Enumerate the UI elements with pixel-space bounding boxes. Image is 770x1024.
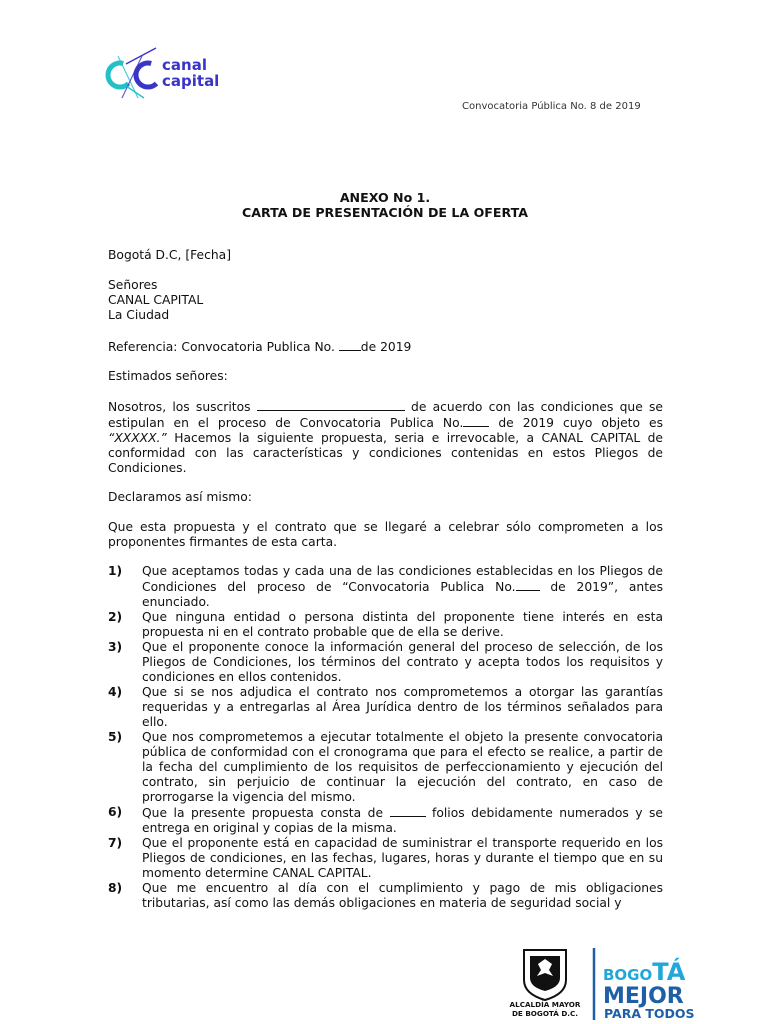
list-item: 1) Que aceptamos todas y cada una de las condiciones establecidas en los Pliegos de Condiciones del proceso de “Convocatoria Publica No. de 2019”, antes enunciado. xyxy=(108,564,664,609)
logo-wordmark xyxy=(162,57,219,89)
mejor-text: MEJOR xyxy=(603,984,684,1009)
conditions-list xyxy=(108,564,663,911)
intro-paragraph: Nosotros, los suscritos de acuerdo con las condiciones que se estipulan en el proceso de Convocatoria Publica No. de 2019 cuyo objeto es “XXXXX.” Hacemos la siguiente propuesta, seria e irrevocable, a CANAL CAPITAL de conformidad con las características y condiciones contenidas en estos Pliegos de Condiciones. xyxy=(108,400,663,475)
blank-field[interactable] xyxy=(516,579,540,591)
title-line-2: CARTA DE PRESENTACIÓN DE LA OFERTA xyxy=(242,205,528,220)
recipient-line: Señores xyxy=(108,278,158,292)
recipient-line: La Ciudad xyxy=(108,308,170,322)
title-line-1: ANEXO No 1. xyxy=(339,190,431,205)
logo-line-2: capital xyxy=(162,72,220,90)
list-item: 8) Que me encuentro al día con el cumplimiento y pago de mis obligaciones tributarias, así como las demás obligaciones en materia de seguridad social y xyxy=(108,881,663,910)
greeting: Estimados señores: xyxy=(108,369,228,383)
list-item: 6) Que la presente propuesta consta de folios debidamente numerados y se entrega en original y copias de la misma. xyxy=(108,805,663,835)
list-item: 3) Que el proponente conoce la información general del proceso de selección, de los Pliegos de Condiciones, los términos del contrato y acepta todos los requisitos y condiciones en ellos contenidos. xyxy=(108,640,663,684)
blank-field[interactable] xyxy=(339,339,361,351)
blank-field[interactable] xyxy=(463,415,489,427)
list-item: 2) Que ninguna entidad o persona distinta del proponente tiene interés en esta propuesta ni en el contrato probable que de ella se derive. xyxy=(108,610,663,639)
para-todos-text: PARA TODOS xyxy=(604,1006,695,1021)
bogota-wordmark: BOGOTÁ xyxy=(603,958,686,986)
recipient-block xyxy=(108,278,663,323)
list-item: 7) Que el proponente está en capacidad de suministrar el transporte requerido en los Pliegos de condiciones, en las fechas, lugares, horas y durante el tiempo que en su momento determine CANAL CAPITAL. xyxy=(108,836,663,880)
list-item: 4) Que si se nos adjudica el contrato nos comprometemos a otorgar las garantías requeridas y a entregarlas al Área Jurídica dentro de los términos señalados para ello. xyxy=(108,685,663,729)
alcaldia-line-1: ALCALDÍA MAYOR xyxy=(509,1000,581,1009)
compromiso-paragraph: Que esta propuesta y el contrato que se llegaré a celebrar sólo comprometen a los proponentes firmantes de esta carta. xyxy=(108,520,663,549)
recipient-line: CANAL CAPITAL xyxy=(108,293,204,307)
referencia-line: Referencia: Convocatoria Publica No. de 2019 xyxy=(108,340,412,354)
header-reference: Convocatoria Pública No. 8 de 2019 xyxy=(462,101,641,112)
declaramos-line: Declaramos así mismo: xyxy=(108,490,252,504)
blank-field[interactable] xyxy=(390,805,426,817)
coat-of-arms-icon xyxy=(524,950,566,1000)
date-line: Bogotá D.C, [Fecha] xyxy=(108,248,231,262)
logo-line-1: canal xyxy=(162,56,207,74)
alcaldia-bogota-footer-logo xyxy=(503,946,725,1022)
list-item: 5) Que nos comprometemos a ejecutar totalmente el objeto la presente convocatoria pública de conformidad con el cronograma que para el efecto se realice, a partir de la fecha del cumplimiento de los requisitos de perfeccionamiento y ejecución del contrato, sin perjuicio de continuar la ejecución del contrato, en caso de prorrogarse la vigencia del mismo. xyxy=(108,730,663,804)
blank-field[interactable] xyxy=(257,399,405,411)
document-title xyxy=(0,190,770,220)
intro-object: “XXXXX.” xyxy=(108,431,167,445)
alcaldia-line-2: DE BOGOTÁ D.C. xyxy=(511,1009,579,1018)
